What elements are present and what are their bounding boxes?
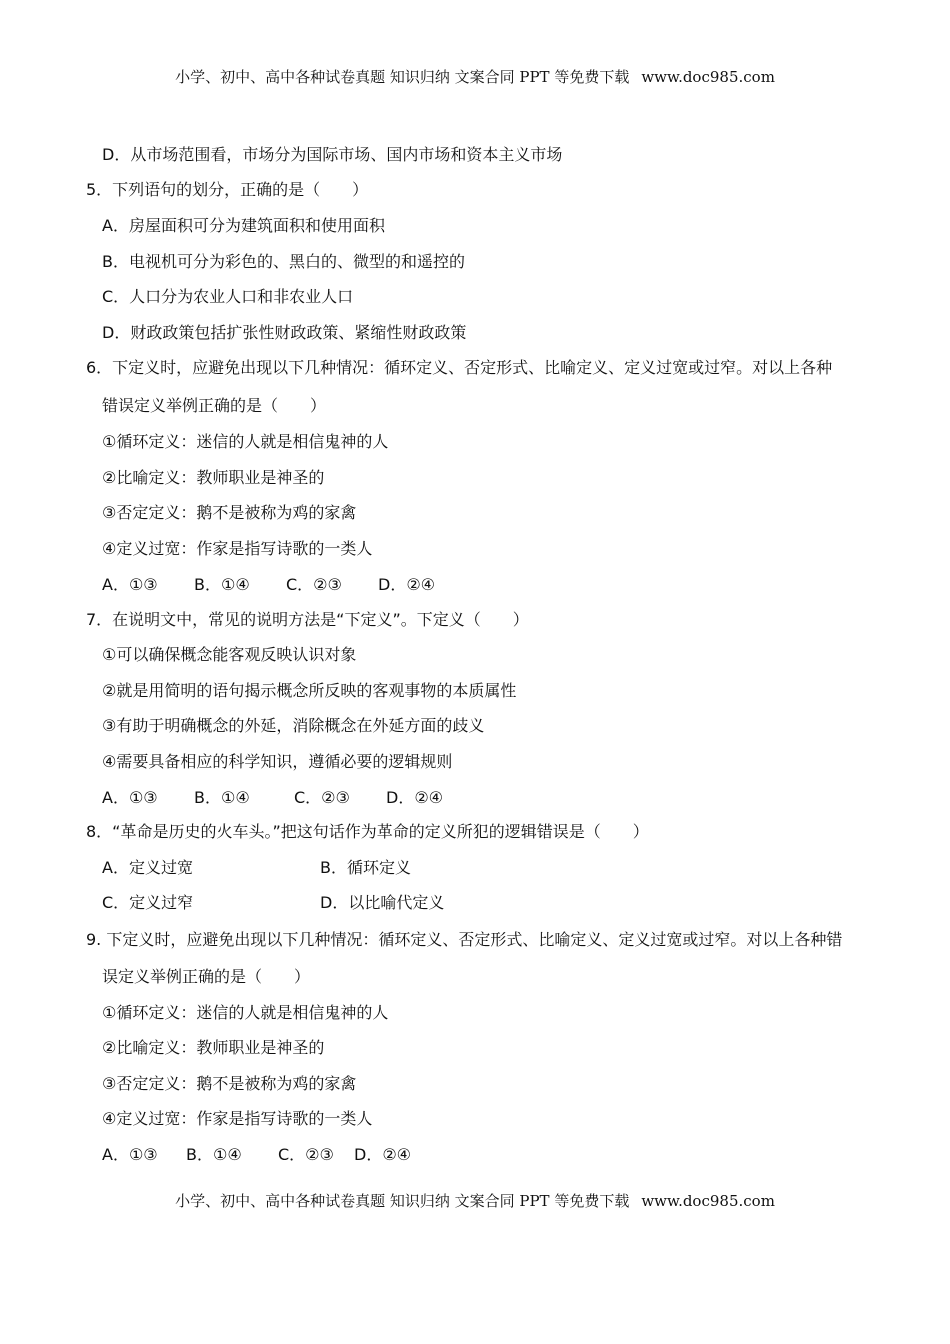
q7-item-2: ②就是用简明的语句揭示概念所反映的客观事物的本质属性 [102,681,517,700]
q6-item-2: ②比喻定义：教师职业是神圣的 [102,468,325,487]
q8-stem: 8．“革命是历史的火车头。”把这句话作为革命的定义所犯的逻辑错误是（ ） [86,822,649,841]
q9-item-2: ②比喻定义：教师职业是神圣的 [102,1038,325,1057]
header-url[interactable]: www.doc985.com [641,68,775,86]
q7-choice-c: C．②③ [294,788,350,807]
q9-choice-d: D．②④ [354,1145,412,1164]
footer-text: 小学、初中、高中各种试卷真题 知识归纳 文案合同 PPT 等免费下载 [175,1192,630,1210]
header-text: 小学、初中、高中各种试卷真题 知识归纳 文案合同 PPT 等免费下载 [175,68,630,86]
q9-choices [102,1145,411,1165]
q6-choices [102,575,435,595]
q8-choice-d: D．以比喻代定义 [320,893,445,912]
q7-choice-a: A．①③ [102,788,158,807]
q8-choice-b: B．循环定义 [320,858,411,877]
q5-option-a: A．房屋面积可分为建筑面积和使用面积 [102,216,385,235]
page-footer [0,1190,950,1211]
q9-stem-line2: 误定义举例正确的是（ ） [102,967,311,986]
q6-choice-b: B．①④ [194,575,250,594]
q7-item-3: ③有助于明确概念的外延，消除概念在外延方面的歧义 [102,716,485,735]
q5-stem: 5．下列语句的划分，正确的是（ ） [86,180,369,199]
q5-option-b: B．电视机可分为彩色的、黑白的、微型的和遥控的 [102,252,465,271]
footer-url[interactable]: www.doc985.com [641,1192,775,1210]
q6-choice-a: A．①③ [102,575,158,594]
q7-item-1: ①可以确保概念能客观反映认识对象 [102,645,357,664]
q5-option-c: C．人口分为农业人口和非农业人口 [102,287,354,306]
q7-item-4: ④需要具备相应的科学知识，遵循必要的逻辑规则 [102,752,453,771]
q5-option-d: D．财政政策包括扩张性财政政策、紧缩性财政政策 [102,323,467,342]
q6-stem-line2: 错误定义举例正确的是（ ） [102,396,327,415]
q9-item-4: ④定义过宽：作家是指写诗歌的一类人 [102,1109,373,1128]
q6-stem-line1: 6．下定义时，应避免出现以下几种情况：循环定义、否定形式、比喻定义、定义过宽或过窄。对以上各种 [86,358,833,377]
q7-choices [102,788,443,808]
q9-stem-line1: 9. 下定义时，应避免出现以下几种情况：循环定义、否定形式、比喻定义、定义过宽或过窄。对以上各种错 [86,930,843,949]
q8-choice-c: C．定义过窄 [102,893,194,912]
q7-choice-b: B．①④ [194,788,250,807]
q9-choice-a: A．①③ [102,1145,158,1164]
q6-item-3: ③否定定义：鹅不是被称为鸡的家禽 [102,503,357,522]
q9-item-3: ③否定定义：鹅不是被称为鸡的家禽 [102,1074,357,1093]
q6-choice-c: C．②③ [286,575,342,594]
q7-stem: 7．在说明文中，常见的说明方法是“下定义”。下定义（ ） [86,610,529,629]
page-header [0,66,950,87]
q9-choice-b: B．①④ [186,1145,242,1164]
q6-item-1: ①循环定义：迷信的人就是相信鬼神的人 [102,432,389,451]
q4-option-d: D．从市场范围看，市场分为国际市场、国内市场和资本主义市场 [102,145,563,164]
q8-choice-a: A．定义过宽 [102,858,193,877]
q6-choice-d: D．②④ [378,575,436,594]
q9-item-1: ①循环定义：迷信的人就是相信鬼神的人 [102,1003,389,1022]
q7-choice-d: D．②④ [386,788,444,807]
q6-item-4: ④定义过宽：作家是指写诗歌的一类人 [102,539,373,558]
q9-choice-c: C．②③ [278,1145,334,1164]
